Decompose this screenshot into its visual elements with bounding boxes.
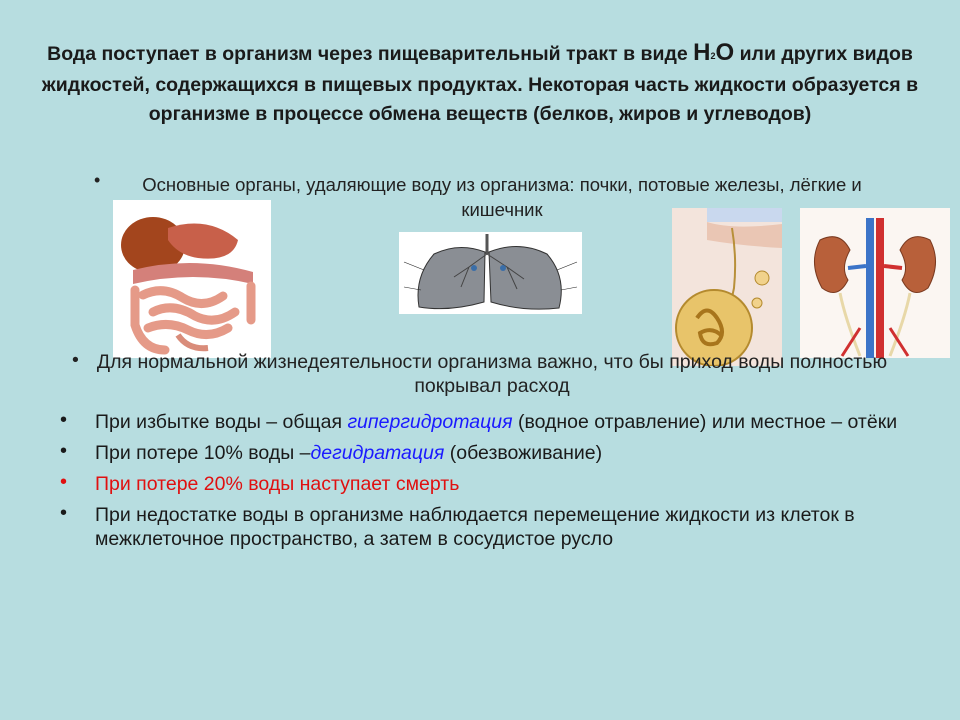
lungs-illustration (399, 232, 582, 314)
b1-post: (водное отравление) или местное – отёки (512, 411, 898, 433)
b2-post: (обезвоживание) (444, 442, 603, 464)
organs-bullet: • (94, 170, 101, 190)
title-part1: Вода поступает в организм через пищеварительный тракт в виде (47, 43, 694, 65)
norm-text: Для нормальной жизнедеятельности организма важно, что бы приход воды полностью покрывал расход (96, 351, 888, 397)
term-hyperhydration: гипергидротация (347, 411, 513, 433)
norm-bullet: • (72, 349, 79, 371)
list-item-dehydration (58, 441, 918, 465)
sweat-gland-illustration (672, 208, 782, 366)
list-item-hyperhydration (58, 410, 918, 434)
title-subscript: 2 (710, 51, 716, 61)
kidney-illustration (800, 208, 950, 358)
title-h: Н (693, 39, 711, 66)
norm-paragraph (72, 350, 892, 398)
term-dehydration: дегидратация (310, 442, 445, 464)
b1-pre: При избытке воды – общая (95, 411, 348, 433)
bullet-list (58, 410, 918, 558)
title-part2: или других видов жидкостей, содержащихся в пищевых продуктах. Некоторая часть жидкости образуется в организме в процессе обмена веществ (белков, жиров и углеводов) (41, 43, 919, 125)
list-item-death: • При потере 20% воды наступает смерть (58, 472, 918, 496)
organs-text: Основные органы, удаляющие воду из организма: почки, потовые железы, лёгкие и кишечник (142, 174, 862, 220)
list-item-deficit: • При недостатке воды в организме наблюдается перемещение жидкости из клеток в межклеточное пространство, а затем в сосудистое русло (58, 503, 918, 551)
intestine-illustration (113, 200, 271, 358)
b2-pre: При потере 10% воды – (95, 442, 311, 464)
slide-title (40, 38, 920, 129)
title-o: О (715, 39, 735, 66)
